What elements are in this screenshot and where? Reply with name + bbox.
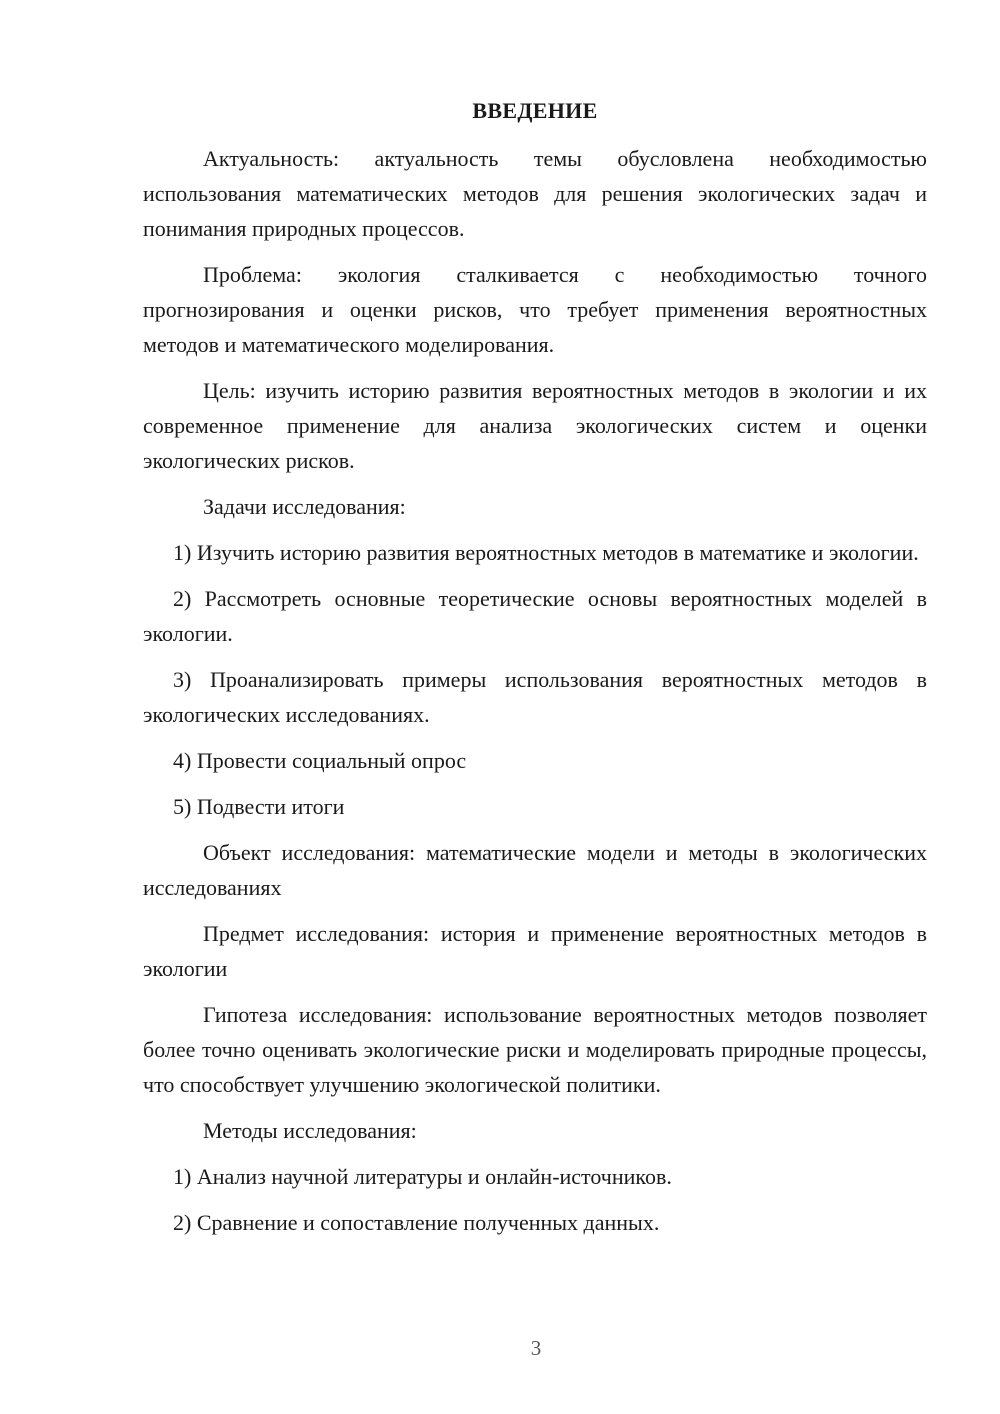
subject-paragraph: Предмет исследования: история и применение вероятностных методов в экологии [143,921,927,981]
task-item: 2) Рассмотреть основные теоретические основы вероятностных моделей в экологии. [143,586,927,646]
problem-paragraph: Проблема: экология сталкивается с необходимостью точного прогнозирования и оценки рисков, что требует применения вероятностных методов и математического моделирования. [143,262,927,357]
section-heading: ВВЕДЕНИЕ [472,98,598,123]
relevance-paragraph: Актуальность: актуальность темы обусловлена необходимостью использования математических методов для решения экологических задач и понимания природных процессов. [143,146,927,241]
task-item: 4) Провести социальный опрос [173,748,467,773]
task-item: 3) Проанализировать примеры использования вероятностных методов в экологических исследованиях. [143,667,927,727]
task-item: 5) Подвести итоги [173,794,345,819]
task-item: 1) Изучить историю развития вероятностных методов в математике и экологии. [173,540,919,565]
method-item: 2) Сравнение и сопоставление полученных данных. [173,1210,660,1235]
object-paragraph: Объект исследования: математические модели и методы в экологических исследованиях [143,840,927,900]
page-number: 3 [530,1336,542,1360]
hypothesis-paragraph: Гипотеза исследования: использование вероятностных методов позволяет более точно оценивать экологические риски и моделировать природные процессы, что способствует улучшению экологической политики. [143,1002,927,1097]
document-page [143,95,927,1251]
goal-paragraph: Цель: изучить историю развития вероятностных методов в экологии и их современное применение для анализа экологических систем и оценки экологических рисков. [143,378,927,473]
method-item: 1) Анализ научной литературы и онлайн-источников. [173,1164,672,1189]
methods-title: Методы исследования: [203,1118,417,1143]
tasks-title: Задачи исследования: [203,494,406,519]
